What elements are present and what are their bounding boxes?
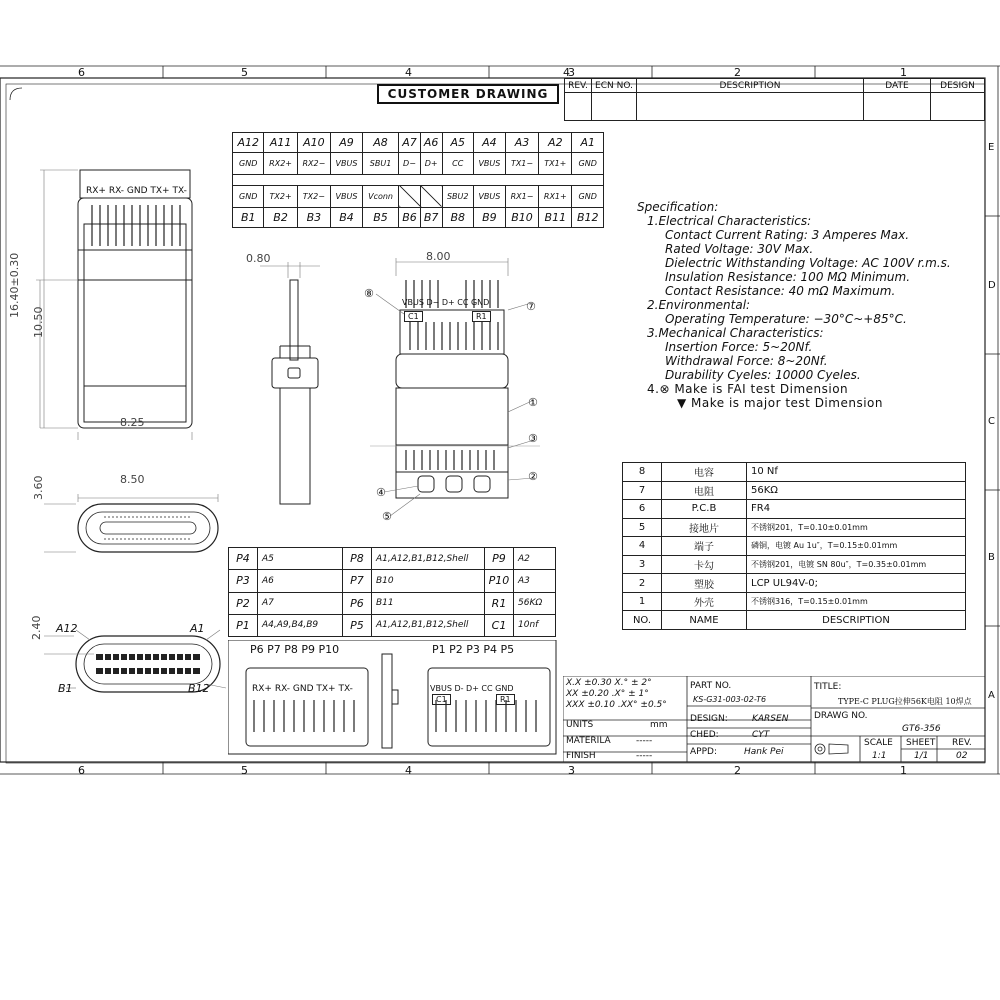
zone-label: 2 [734, 66, 741, 79]
zone-label: 4 [405, 66, 412, 79]
pin-cell: A7 [399, 133, 421, 153]
zone-label: 2 [734, 764, 741, 777]
dimension-3-60: 3.60 [32, 475, 45, 500]
pin-cell: D− [399, 153, 421, 175]
pad-row [229, 548, 556, 570]
rev-col-header: REV. [565, 79, 592, 93]
spec-line: Contact Resistance: 40 mΩ Maximum. [665, 284, 896, 298]
spec-line: Rated Voltage: 30V Max. [665, 242, 814, 256]
bom-cell: 电容 [662, 463, 747, 482]
pcb-right-signals: VBUS D- D+ CC GND [430, 684, 514, 693]
pin-cell: VBUS [473, 153, 505, 175]
title-value: TYPE-C PLUG拉伸56K电阻 10焊点 [838, 697, 972, 706]
callout-7: ⑦ [526, 300, 536, 313]
sheet-label: SHEET [906, 738, 936, 748]
pin-cell: B9 [473, 207, 505, 227]
checked-label: CHED: [690, 730, 719, 740]
pad-cell: R1 [485, 592, 514, 614]
pad-row [229, 614, 556, 636]
pin-cell: GND [233, 185, 264, 207]
spec-line: Contact Current Rating: 3 Amperes Max. [665, 228, 910, 242]
pad-row [229, 592, 556, 614]
callout-2: ② [528, 470, 538, 483]
pad-cell: A1,A12,B1,B12,Shell [372, 614, 485, 636]
bom-cell: 3 [623, 555, 662, 574]
pin-cell: TX2− [297, 185, 330, 207]
specification-block [637, 200, 987, 410]
label-b12: B12 [188, 682, 210, 695]
bom-header-cell: DESCRIPTION [747, 611, 966, 630]
spec-line: 4.⊗ Make is FAI test Dimension [647, 382, 849, 396]
spec-line: 2.Environmental: [647, 298, 751, 312]
part-no-label: PART NO. [690, 681, 732, 691]
dimension-2-40: 2.40 [30, 615, 43, 640]
bom-cell: 56KΩ [747, 481, 966, 500]
pad-cell: A1,A12,B1,B12,Shell [372, 548, 485, 570]
dimension-16-40: 16.40±0.30 [8, 252, 21, 318]
pin-cell: B1 [233, 207, 264, 227]
tol-key: XXX [566, 700, 585, 710]
pin-cell [420, 185, 442, 207]
bom-cell: 不锈钢201，T=0.10±0.01mm [747, 518, 966, 537]
pin-cell: B12 [572, 207, 604, 227]
bom-cell: 外壳 [662, 592, 747, 611]
spec-line: 1.Electrical Characteristics: [647, 214, 812, 228]
pin-cell: B2 [264, 207, 297, 227]
plug-front-view [30, 470, 230, 600]
pin-cell: A4 [473, 133, 505, 153]
design-value: KARSEN [752, 714, 789, 724]
bom-cell: 接地片 [662, 518, 747, 537]
bom-table [622, 462, 966, 630]
bom-row [623, 518, 966, 537]
bom-cell: 1 [623, 592, 662, 611]
bom-cell: 塑胶 [662, 574, 747, 593]
pin-cell: SBU2 [442, 185, 473, 207]
bom-cell: 2 [623, 574, 662, 593]
pin-cell: B7 [420, 207, 442, 227]
tol-key: X.° [614, 678, 629, 688]
pad-cell: A7 [258, 592, 343, 614]
pad-cell: B10 [372, 570, 485, 592]
pad-cell: A2 [514, 548, 556, 570]
pad-cell: P8 [343, 548, 372, 570]
tol-val: ±0.20 [581, 689, 609, 699]
pin-cell: B8 [442, 207, 473, 227]
finish-label: FINISH [566, 751, 596, 761]
pad-cell: 56KΩ [514, 592, 556, 614]
pad-cell: B11 [372, 592, 485, 614]
zone-label: 5 [241, 764, 248, 777]
rev-value: 02 [956, 751, 968, 761]
pcb-right-pad-labels: P1 P2 P3 P4 P5 [432, 643, 515, 656]
tol-key: .X° [611, 689, 626, 699]
pin-cell: RX1+ [539, 185, 572, 207]
pin-cell: TX1+ [539, 153, 572, 175]
units-label: UNITS [566, 720, 594, 730]
spec-line: Operating Temperature: −30°C~+85°C. [665, 312, 907, 326]
pad-cell: P6 [343, 592, 372, 614]
design-label: DESIGN: [690, 714, 728, 724]
spec-line: Insulation Resistance: 100 MΩ Minimum. [665, 270, 911, 284]
pad-cell: A4,A9,B4,B9 [258, 614, 343, 636]
pad-cell: P7 [343, 570, 372, 592]
plug-isometric-view [360, 250, 550, 530]
design-col-header: DESIGN [931, 79, 985, 93]
pad-cell: A3 [514, 570, 556, 592]
pad-cell: 10nf [514, 614, 556, 636]
zone-label: 6 [78, 764, 85, 777]
pin-cell: B3 [297, 207, 330, 227]
spec-line: Durability Cyeles: 10000 Cyeles. [665, 368, 861, 382]
pin-cell: GND [572, 153, 604, 175]
tol-val: ± 1° [628, 689, 649, 699]
spec-line: 3.Mechanical Characteristics: [647, 326, 824, 340]
zone-side-label: D [988, 280, 996, 291]
label-a12: A12 [56, 622, 78, 635]
bom-cell: P.C.B [662, 500, 747, 519]
zone-label: 6 [78, 66, 85, 79]
pad-row [229, 570, 556, 592]
part-no-value: KS-G31-003-02-T6 [693, 695, 767, 704]
pin-cell: A11 [264, 133, 297, 153]
spec-line: Dielectric Withstanding Voltage: AC 100V r.m.s. [665, 256, 951, 270]
title-label: TITLE: [814, 682, 842, 692]
pin-cell: VBUS [473, 185, 505, 207]
pin-cell: D+ [420, 153, 442, 175]
tol-key: .XX° [617, 700, 638, 710]
zone-label: 1 [900, 66, 907, 79]
callout-3: ③ [528, 432, 538, 445]
bom-cell: 不锈钢201，电镀 SN 80u″，T=0.35±0.01mm [747, 555, 966, 574]
bom-cell: 6 [623, 500, 662, 519]
dimension-8-50: 8.50 [120, 473, 145, 486]
zone-label: 4 [563, 66, 570, 79]
bom-cell: 不锈钢316，T=0.15±0.01mm [747, 592, 966, 611]
material-value: ----- [636, 736, 653, 746]
pin-cell: RX2+ [264, 153, 297, 175]
iso-side-pins: VBUS D− D+ CC GND [402, 298, 490, 307]
checked-value: CYT [752, 730, 770, 740]
bom-row [623, 555, 966, 574]
pin-cell: GND [572, 185, 604, 207]
bom-cell: LCP UL94V-0; [747, 574, 966, 593]
pin-cell: RX1− [505, 185, 538, 207]
zone-side-label: C [988, 416, 995, 427]
approved-label: APPD: [690, 747, 717, 757]
bom-cell: 10 Nf [747, 463, 966, 482]
drawing-no-value: GT6-356 [902, 724, 941, 734]
bom-cell: 卡勾 [662, 555, 747, 574]
pin-cell: A3 [505, 133, 538, 153]
pad-cell: P10 [485, 570, 514, 592]
tol-key: XX [566, 689, 579, 699]
pin-cell: GND [233, 153, 264, 175]
pad-cell: P9 [485, 548, 514, 570]
rev-label: REV. [952, 738, 972, 748]
pad-cell: A5 [258, 548, 343, 570]
spec-line: Specification: [637, 200, 719, 214]
sheet-value: 1/1 [914, 751, 929, 761]
bom-cell: 端子 [662, 537, 747, 556]
date-col-header: DATE [864, 79, 931, 93]
pin-cell: B4 [331, 207, 363, 227]
iso-r1-label: R1 [472, 311, 491, 322]
material-label: MATERILA [566, 736, 611, 746]
top-view-pin-labels: RX+ RX- GND TX+ TX- [86, 186, 187, 196]
pin-cell [399, 185, 421, 207]
callout-8: ⑧ [364, 287, 374, 300]
description-col-header: DESCRIPTION [637, 79, 864, 93]
label-a1: A1 [190, 622, 205, 635]
pin-cell: Vconn [362, 185, 398, 207]
iso-c1-label: C1 [404, 311, 423, 322]
zone-label-3: 3 [568, 66, 575, 79]
pin-cell: A1 [572, 133, 604, 153]
bom-cell: 电阻 [662, 481, 747, 500]
pin-cell: A5 [442, 133, 473, 153]
dimension-8-00: 8.00 [426, 250, 451, 263]
spec-line: ▼ Make is major test Dimension [677, 396, 883, 410]
pin-cell: VBUS [331, 185, 363, 207]
pcb-r1-label: R1 [496, 694, 515, 705]
bom-row [623, 592, 966, 611]
pin-cell: A8 [362, 133, 398, 153]
zone-side-label: E [988, 142, 995, 153]
dimension-0-80: 0.80 [246, 252, 271, 265]
zone-label: 5 [241, 66, 248, 79]
scale-label: SCALE [864, 738, 893, 748]
pad-cell: P3 [229, 570, 258, 592]
bom-header-row [623, 611, 966, 630]
tol-val: ±0.30 [584, 678, 612, 688]
plug-side-view [230, 250, 340, 530]
pad-cell: P2 [229, 592, 258, 614]
ecn-col-header: ECN NO. [592, 79, 637, 93]
bom-row [623, 500, 966, 519]
pin-cell: A6 [420, 133, 442, 153]
pin-assignment-table [232, 132, 604, 228]
pin-cell: A10 [297, 133, 330, 153]
label-b1: B1 [58, 682, 73, 695]
bom-cell: 磷铜，电镀 Au 1u″，T=0.15±0.01mm [747, 537, 966, 556]
pcb-left-pad-labels: P6 P7 P8 P9 P10 [250, 643, 340, 656]
spec-line: Withdrawal Force: 8~20Nf. [665, 354, 828, 368]
pin-cell: CC [442, 153, 473, 175]
spec-line: Insertion Force: 5~20Nf. [665, 340, 813, 354]
pin-cell: B11 [539, 207, 572, 227]
tol-val: ±0.10 [587, 700, 615, 710]
zone-label-3-bottom: 3 [568, 764, 575, 777]
pad-table [228, 547, 556, 637]
callout-4: ④ [376, 486, 386, 499]
pad-cell: P4 [229, 548, 258, 570]
pad-cell: P5 [343, 614, 372, 636]
finish-value: ----- [636, 751, 653, 761]
pin-cell: B10 [505, 207, 538, 227]
bom-row [623, 537, 966, 556]
tol-val: ± 2° [630, 678, 652, 688]
pin-cell: TX1− [505, 153, 538, 175]
bom-cell: FR4 [747, 500, 966, 519]
dimension-8-25: 8.25 [120, 416, 145, 429]
pad-cell: P1 [229, 614, 258, 636]
pin-cell: B5 [362, 207, 398, 227]
bom-header-cell: NO. [623, 611, 662, 630]
pcb-left-signals: RX+ RX- GND TX+ TX- [252, 684, 353, 694]
pin-cell: VBUS [331, 153, 363, 175]
drawing-title: CUSTOMER DRAWING [377, 84, 559, 104]
zone-side-label: A [988, 690, 995, 701]
pin-cell: A9 [331, 133, 363, 153]
bom-header-cell: NAME [662, 611, 747, 630]
callout-1: ① [528, 396, 538, 409]
zone-label: 4 [405, 764, 412, 777]
callout-5: ⑤ [382, 510, 392, 523]
revision-table [564, 78, 985, 121]
pin-cell: A2 [539, 133, 572, 153]
drawing-no-label: DRAWG NO. [814, 711, 868, 721]
zone-side-label: B [988, 552, 995, 563]
approved-value: Hank Pei [744, 747, 784, 757]
pin-cell: TX2+ [264, 185, 297, 207]
tolerance-block [566, 678, 667, 711]
pin-cell: RX2− [297, 153, 330, 175]
pin-table-gap [233, 175, 604, 185]
pin-cell: B6 [399, 207, 421, 227]
bom-row [623, 574, 966, 593]
bom-row [623, 463, 966, 482]
bom-cell: 4 [623, 537, 662, 556]
bom-cell: 8 [623, 463, 662, 482]
bom-cell: 7 [623, 481, 662, 500]
zone-label: 1 [900, 764, 907, 777]
units-value: mm [650, 720, 668, 730]
pin-cell: A12 [233, 133, 264, 153]
pad-cell: A6 [258, 570, 343, 592]
tol-key: X.X [566, 678, 582, 688]
scale-value: 1:1 [872, 751, 887, 761]
pcb-c1-label: C1 [432, 694, 451, 705]
pad-cell: C1 [485, 614, 514, 636]
bom-row [623, 481, 966, 500]
pin-cell: SBU1 [362, 153, 398, 175]
dimension-10-50: 10.50 [32, 306, 45, 338]
tol-val: ±0.5° [640, 700, 667, 710]
bom-cell: 5 [623, 518, 662, 537]
